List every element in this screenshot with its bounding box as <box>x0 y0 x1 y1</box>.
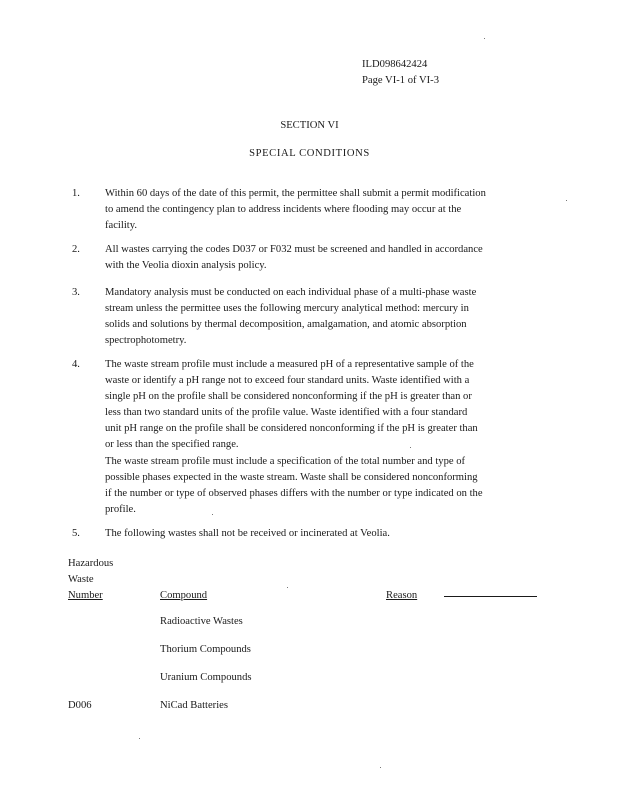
item-number: 1. <box>72 188 80 199</box>
table-header-compound: Compound <box>160 590 208 601</box>
table-row-number: D006 <box>68 700 92 711</box>
item-line: The following wastes shall not be received or incinerated at Veolia. <box>105 528 390 539</box>
table-header-number <box>68 556 113 604</box>
item-line: profile. <box>105 504 136 515</box>
item-line: The waste stream profile must include a specification of the total number and type of <box>105 456 466 467</box>
section-title: SECTION VI <box>280 120 339 131</box>
condition-item-4-paragraph-2 <box>105 454 553 518</box>
item-line: with the Veolia dioxin analysis policy. <box>105 260 267 271</box>
scan-speck <box>212 514 213 515</box>
scan-speck <box>139 738 140 739</box>
item-text <box>105 357 553 453</box>
item-line: The waste stream profile must include a measured pH of a representative sample of the <box>105 359 474 370</box>
document-header <box>362 57 439 89</box>
item-line: facility. <box>105 220 137 231</box>
table-row-compound: Thorium Compounds <box>160 644 251 655</box>
item-line: possible phases expected in the waste stream. Waste shall be considered nonconforming <box>105 472 478 483</box>
item-text <box>105 242 553 274</box>
item-line: Mandatory analysis must be conducted on each individual phase of a multi-phase waste <box>105 287 477 298</box>
item-line: All wastes carrying the codes D037 or F032 must be screened and handled in accordance <box>105 244 483 255</box>
item-line: less than two standard units of the profile value. Waste identified with a four standard <box>105 407 468 418</box>
item-line: unit pH range on the profile shall be considered nonconforming if the pH is greater than <box>105 423 478 434</box>
item-text <box>105 186 553 234</box>
header-line: Waste <box>68 574 94 585</box>
item-line: Within 60 days of the date of this permit, the permittee shall submit a permit modification <box>105 188 486 199</box>
item-line: if the number or type of observed phases differs with the number or type indicated on the <box>105 488 483 499</box>
item-number: 5. <box>72 528 80 539</box>
item-line: solids and solutions by thermal decomposition, amalgamation, and atomic absorption <box>105 319 467 330</box>
item-number: 4. <box>72 359 80 370</box>
item-text <box>105 285 553 349</box>
header-line: Hazardous <box>68 558 114 569</box>
item-line: to amend the contingency plan to address incidents where flooding may occur at the <box>105 204 462 215</box>
item-line: stream unless the permittee uses the following mercury analytical method: mercury in <box>105 303 469 314</box>
item-line: single pH on the profile shall be considered nonconforming if the pH is greater than or <box>105 391 472 402</box>
page-reference: Page VI-1 of VI-3 <box>362 75 439 86</box>
item-line: spectrophotometry. <box>105 335 187 346</box>
table-header-reason: Reason <box>386 590 418 601</box>
table-row-compound: Uranium Compounds <box>160 672 252 683</box>
reason-underline <box>444 596 537 597</box>
section-subtitle: SPECIAL CONDITIONS <box>249 148 370 159</box>
scan-speck <box>484 38 485 39</box>
scan-speck <box>566 200 567 201</box>
document-id: ILD098642424 <box>362 59 428 70</box>
item-number: 3. <box>72 287 80 298</box>
item-text <box>105 526 553 542</box>
scan-speck <box>410 447 411 448</box>
header-line: Number <box>68 590 103 601</box>
scan-speck <box>380 767 381 768</box>
item-line: or less than the specified range. <box>105 439 239 450</box>
scan-speck <box>287 587 288 588</box>
item-number: 2. <box>72 244 80 255</box>
table-row-compound: NiCad Batteries <box>160 700 228 711</box>
table-row-compound: Radioactive Wastes <box>160 616 243 627</box>
item-line: waste or identify a pH range not to exceed four standard units. Waste identified with a <box>105 375 470 386</box>
